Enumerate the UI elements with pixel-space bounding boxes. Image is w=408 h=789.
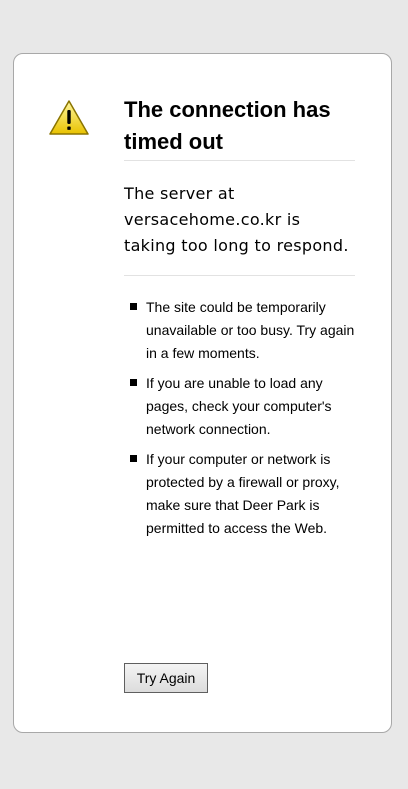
error-box [13,53,392,733]
bullet-icon [130,379,137,386]
tip-text: If your computer or network is protected by a firewall or proxy, make sure that Deer Park is permitted to access the Web. [146,451,340,536]
error-title: The connection has timed out [124,94,355,161]
error-description: The server at versacehome.co.kr is taking too long to respond. [124,161,355,276]
warning-icon [48,99,90,137]
list-item [124,448,355,540]
bullet-icon [130,303,137,310]
tip-text: If you are unable to load any pages, check your computer's network connection. [146,375,332,437]
error-content [124,94,355,547]
list-item [124,372,355,441]
tip-text: The site could be temporarily unavailable or too busy. Try again in a few moments. [146,299,355,361]
try-again-button[interactable]: Try Again [124,663,208,693]
list-item [124,296,355,365]
bullet-icon [130,455,137,462]
tips-list [124,276,355,540]
